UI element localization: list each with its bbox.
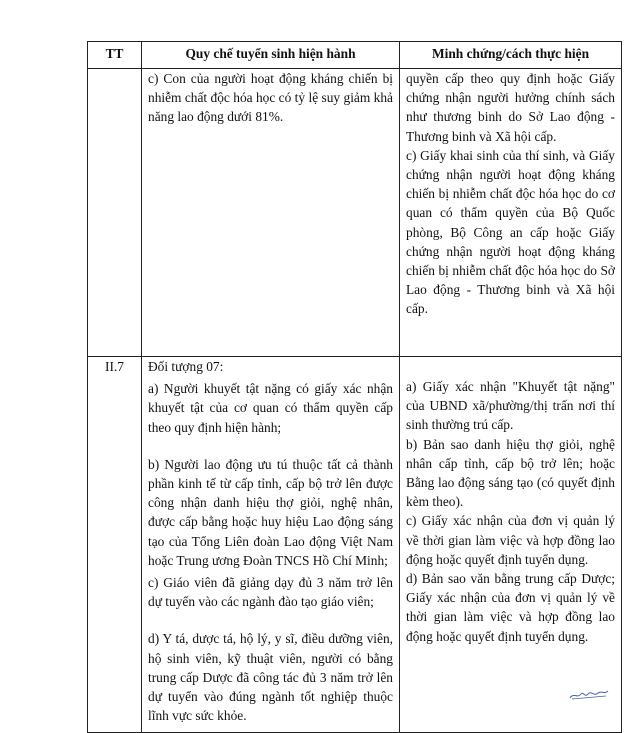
evidence-item-b: b) Bản sao danh hiệu thợ giỏi, nghệ nhân cấp tỉnh, cấp bộ trở lên; hoặc Bằng lao động sáng tạo (có quyết định kèm theo). xyxy=(406,436,615,510)
evidence-item-c: c) Giấy xác nhận của đơn vị quản lý về thời gian làm việc và hợp đồng lao động hoặc quyết định tuyển dụng. xyxy=(406,513,615,567)
table-header-row xyxy=(88,42,622,69)
evidence-cell xyxy=(400,357,622,733)
regulation-cell xyxy=(142,69,400,357)
regulation-text: c) Con của người hoạt động kháng chiến bị nhiễm chất độc hóa học có tỷ lệ suy giảm khả năng lao động dưới 81%. xyxy=(148,71,393,125)
regulation-item-b: b) Người lao động ưu tú thuộc tất cả thành phần kinh tế từ cấp tỉnh, cấp bộ trở lên được công nhận danh hiệu thợ giỏi, nghệ nhân, được cấp bằng hoặc huy hiệu Lao động sáng tạo của Tổng Liên đoàn Lao động Việt Nam hoặc Trung ương Đoàn TNCS Hồ Chí Minh; xyxy=(148,456,393,568)
row-number: II.7 xyxy=(88,357,142,733)
evidence-cell xyxy=(400,69,622,357)
table-row xyxy=(88,69,622,357)
regulation-item-a: a) Người khuyết tật nặng có giấy xác nhận khuyết tật của cơ quan có thẩm quyền cấp theo quy định hiện hành; xyxy=(148,381,393,435)
initials-signature xyxy=(568,686,610,702)
regulation-item-d: d) Y tá, dược tá, hộ lý, y sĩ, điều dưỡng viên, hộ sinh viên, kỹ thuật viên, người có bằng trung cấp Dược đã công tác đủ 3 năm trở lên dự tuyển vào đúng ngành tốt nghiệp thuộc lĩnh vực sức khỏe. xyxy=(148,631,393,724)
row-number xyxy=(88,69,142,357)
evidence-text: quyền cấp theo quy định hoặc Giấy chứng nhận người hưởng chính sách như thương binh do Sở Lao động - Thương binh và Xã hội cấp. xyxy=(406,71,615,144)
regulation-cell xyxy=(142,357,400,733)
regulation-item-c: c) Giáo viên đã giảng dạy đủ 3 năm trở lên dự tuyển vào các ngành đào tạo giáo viên; xyxy=(148,575,393,610)
table-row xyxy=(88,357,622,733)
evidence-item-a: a) Giấy xác nhận "Khuyết tật nặng" của UBND xã/phường/thị trấn nơi thí sinh thường trú cấp. xyxy=(406,379,615,433)
regulation-table xyxy=(87,41,622,733)
evidence-text: c) Giấy khai sinh của thí sinh, và Giấy chứng nhận người hoạt động kháng chiến bị nhiễm chất độc hóa học do cơ quan có thẩm quyền của Bộ Quốc phòng, Bộ Công an cấp hoặc Giấy chứng nhận người hoạt động kháng chiến bị nhiễm chất độc hóa học do Sở Lao động - Thương binh và Xã hội cấp. xyxy=(406,147,615,317)
header-evidence: Minh chứng/cách thực hiện xyxy=(400,42,622,69)
header-regulation: Quy chế tuyển sinh hiện hành xyxy=(142,42,400,69)
header-tt: TT xyxy=(88,42,142,69)
regulation-heading: Đối tượng 07: xyxy=(148,359,224,374)
evidence-item-d: d) Bản sao văn bằng trung cấp Dược; Giấy xác nhận của đơn vị quản lý về thời gian làm việc và hợp đồng lao động hoặc quyết định tuyển dụng. xyxy=(406,571,615,644)
